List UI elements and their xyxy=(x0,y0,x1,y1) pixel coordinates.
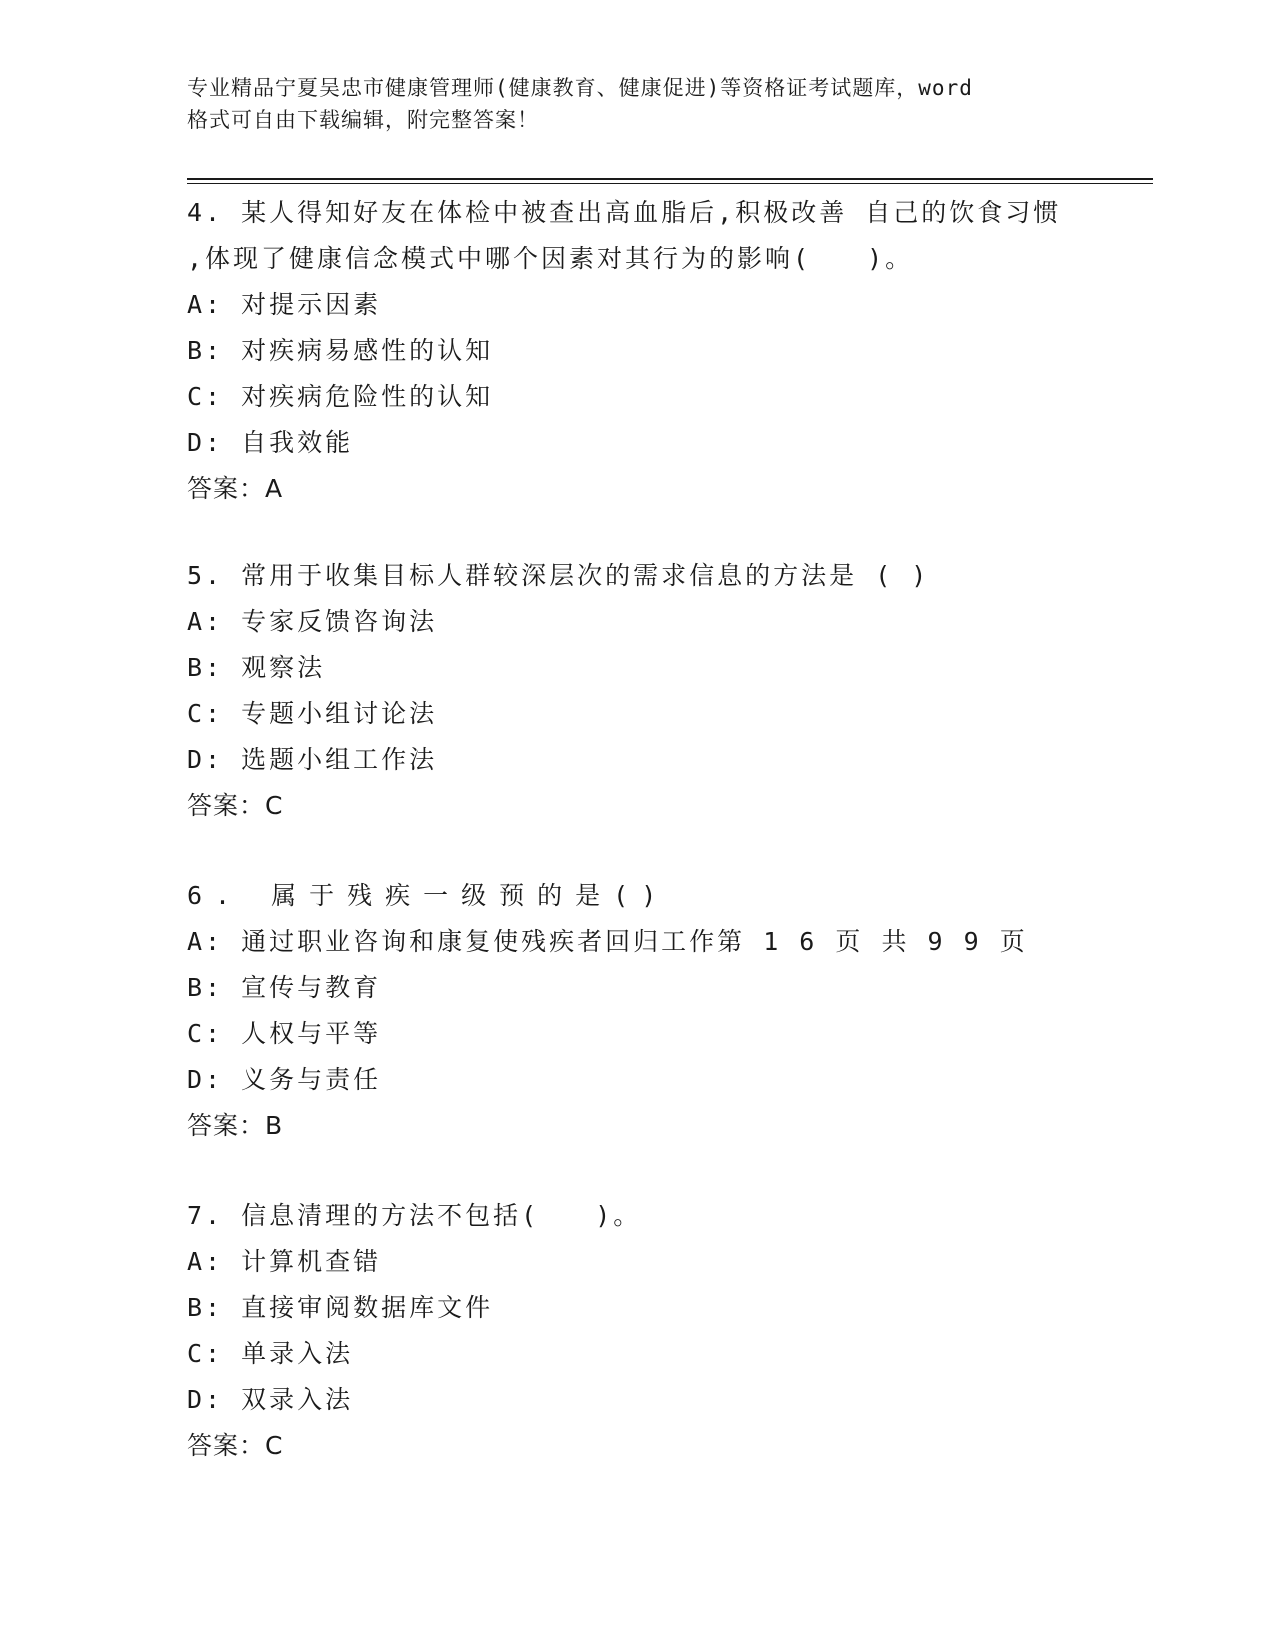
option-d: D: 自我效能 xyxy=(187,428,354,457)
option-d: D: 双录入法 xyxy=(187,1385,354,1414)
option-a: A: 通过职业咨询和康复使残疾者回归工作第 1 6 页 共 9 9 页 xyxy=(187,927,1028,956)
question-5 xyxy=(187,553,1087,829)
header-divider-thin xyxy=(187,183,1153,184)
option-c: C: 单录入法 xyxy=(187,1339,354,1368)
answer-label: 答案：C xyxy=(187,1431,284,1460)
question-stem-line-1: 5. 常用于收集目标人群较深层次的需求信息的方法是 ( ) xyxy=(187,561,930,590)
option-b: B: 直接审阅数据库文件 xyxy=(187,1293,494,1322)
question-stem-line-1: 6. 属于残疾一级预的是() xyxy=(187,881,670,910)
header-line-2: 格式可自由下载编辑，附完整答案！ xyxy=(187,108,539,132)
option-d: D: 选题小组工作法 xyxy=(187,745,438,774)
option-b: B: 观察法 xyxy=(187,653,326,682)
document-header xyxy=(187,72,1087,136)
question-6 xyxy=(187,873,1087,1149)
option-d: D: 义务与责任 xyxy=(187,1065,382,1094)
question-stem-line-1: 4. 某人得知好友在体检中被查出高血脂后,积极改善 自己的饮食习惯 xyxy=(187,198,1062,227)
question-stem-line-2: ,体现了健康信念模式中哪个因素对其行为的影响( )。 xyxy=(187,244,914,273)
answer-label: 答案：B xyxy=(187,1111,284,1140)
question-stem-line-1: 7. 信息清理的方法不包括( )。 xyxy=(187,1201,642,1230)
option-c: C: 专题小组讨论法 xyxy=(187,699,438,728)
question-7 xyxy=(187,1193,1087,1469)
question-4 xyxy=(187,190,1087,512)
header-line-1: 专业精品宁夏吴忠市健康管理师(健康教育、健康促进)等资格证考试题库，word xyxy=(187,76,973,100)
option-b: B: 宣传与教育 xyxy=(187,973,382,1002)
option-a: A: 计算机查错 xyxy=(187,1247,382,1276)
option-a: A: 专家反馈咨询法 xyxy=(187,607,438,636)
answer-label: 答案：A xyxy=(187,474,284,503)
answer-label: 答案：C xyxy=(187,791,284,820)
option-b: B: 对疾病易感性的认知 xyxy=(187,336,494,365)
header-divider-thick xyxy=(187,178,1153,180)
option-a: A: 对提示因素 xyxy=(187,290,382,319)
option-c: C: 对疾病危险性的认知 xyxy=(187,382,494,411)
option-c: C: 人权与平等 xyxy=(187,1019,382,1048)
